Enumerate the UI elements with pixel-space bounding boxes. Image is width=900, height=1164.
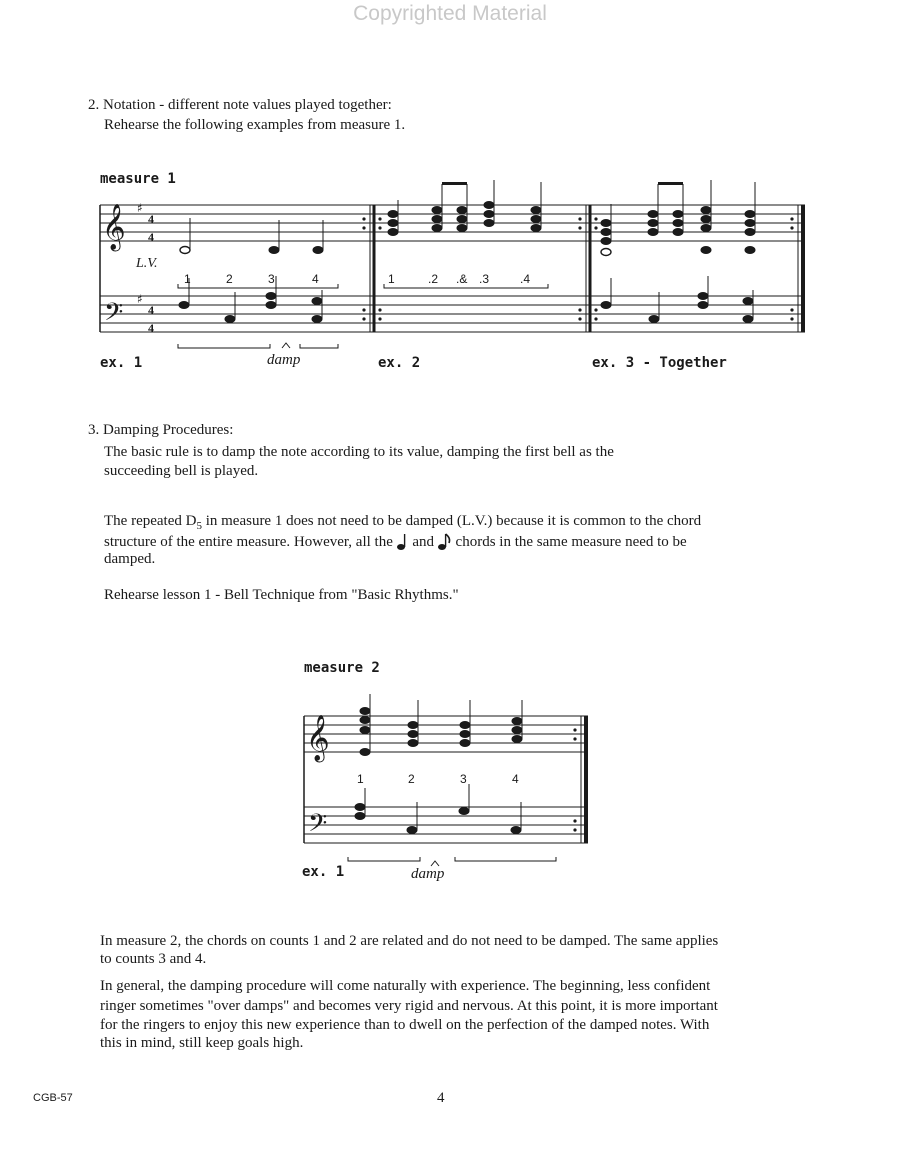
section-2-subtext: Rehearse the following examples from measure 1. xyxy=(104,117,406,133)
ex3-label: ex. 3 - Together xyxy=(592,355,727,371)
repeat-dot xyxy=(378,226,381,229)
quarter-note xyxy=(266,293,276,300)
quarter-note xyxy=(743,298,753,305)
figure-2-measure-label: measure 2 xyxy=(304,660,380,676)
time-signature: 4 xyxy=(148,303,154,317)
ex1-count: 1 xyxy=(184,272,191,286)
damp-caret xyxy=(431,861,439,866)
page-number: 4 xyxy=(437,1090,445,1106)
quarter-note xyxy=(459,808,469,815)
repeat-dot xyxy=(594,217,597,220)
chord-note xyxy=(388,229,398,236)
chord-note xyxy=(648,229,658,236)
para2-text: The repeated D xyxy=(104,513,197,529)
chord-note xyxy=(484,211,494,218)
chord-note xyxy=(460,731,470,738)
para2-subscript: 5 xyxy=(196,520,202,532)
repeat-dot xyxy=(378,317,381,320)
quarter-note xyxy=(745,247,755,254)
quarter-note xyxy=(511,827,521,834)
time-signature: 4 xyxy=(148,230,154,244)
repeat-dot xyxy=(362,308,365,311)
chord-note xyxy=(648,211,658,218)
chord-note xyxy=(512,718,522,725)
repeat-dot xyxy=(790,226,793,229)
chord-note xyxy=(601,220,611,227)
figure-2-count: 2 xyxy=(408,772,415,786)
ex2-label: ex. 2 xyxy=(378,355,421,371)
quarter-note xyxy=(649,316,659,323)
quarter-note xyxy=(312,316,322,323)
chord-note xyxy=(601,229,611,236)
chord-note xyxy=(360,749,370,756)
chord-note xyxy=(432,225,442,232)
chord-note xyxy=(745,211,755,218)
repeat-dot xyxy=(594,308,597,311)
para2-text: chords in the same measure need to be xyxy=(455,534,687,550)
ex1-count: 3 xyxy=(268,272,275,286)
chord-note xyxy=(512,736,522,743)
repeat-dot xyxy=(362,217,365,220)
time-signature: 4 xyxy=(148,321,154,335)
sharp-icon: ♯ xyxy=(137,201,143,215)
damp-bracket xyxy=(455,857,556,861)
chord-note xyxy=(484,220,494,227)
quarter-note xyxy=(225,316,235,323)
quarter-note xyxy=(355,813,365,820)
damp-caret xyxy=(282,343,290,348)
repeat-dot xyxy=(578,317,581,320)
section-3-heading: 3. Damping Procedures: xyxy=(88,422,234,438)
chord-note xyxy=(408,731,418,738)
treble-clef-icon: 𝄞 xyxy=(306,715,330,761)
chord-note xyxy=(457,225,467,232)
chord-note xyxy=(432,216,442,223)
ex1-label: ex. 1 xyxy=(100,355,143,371)
chord-note xyxy=(745,229,755,236)
quarter-note xyxy=(312,298,322,305)
chord-note xyxy=(531,225,541,232)
quarter-note xyxy=(698,302,708,309)
closing-p1-line: In measure 2, the chords on counts 1 and 2 are related and do not need to be damped. The same applies xyxy=(100,933,719,949)
chord-note xyxy=(673,211,683,218)
figure-2-count: 1 xyxy=(357,772,364,786)
repeat-dot xyxy=(362,317,365,320)
section-3-para2-line: damped. xyxy=(104,551,156,567)
chord-note xyxy=(388,211,398,218)
chord-note xyxy=(408,722,418,729)
figure-2-count: 3 xyxy=(460,772,467,786)
ex2-count: .3 xyxy=(479,272,490,286)
half-note xyxy=(601,249,611,256)
chord-note xyxy=(701,216,711,223)
repeat-dot xyxy=(362,226,365,229)
ex2-count: .2 xyxy=(428,272,439,286)
repeat-dot xyxy=(790,217,793,220)
quarter-note xyxy=(701,247,711,254)
repeat-dot xyxy=(790,308,793,311)
footer-code: CGB-57 xyxy=(33,1092,73,1104)
repeat-dot xyxy=(573,819,576,822)
para2-text: and xyxy=(412,534,435,550)
count-bracket xyxy=(384,284,548,288)
chord-note xyxy=(460,740,470,747)
figure-1-damp-label: damp xyxy=(267,352,301,368)
beam xyxy=(658,182,683,185)
chord-note xyxy=(531,207,541,214)
repeat-dot xyxy=(578,217,581,220)
chord-note xyxy=(673,229,683,236)
count-bracket xyxy=(178,284,338,288)
lv-label: L.V. xyxy=(136,256,158,271)
repeat-dot xyxy=(378,217,381,220)
chord-note xyxy=(648,220,658,227)
chord-note xyxy=(701,207,711,214)
section-2-heading: 2. Notation - different note values played together: xyxy=(88,97,392,113)
closing-p2-line: this in mind, still keep goals high. xyxy=(100,1035,304,1051)
quarter-note xyxy=(179,302,189,309)
chord-note xyxy=(457,216,467,223)
chord-note xyxy=(457,207,467,214)
repeat-dot xyxy=(573,728,576,731)
beam xyxy=(442,182,467,185)
quarter-note xyxy=(266,302,276,309)
para2-text: structure of the entire measure. However, all the xyxy=(104,534,393,550)
bass-clef-icon: 𝄢 xyxy=(308,809,328,844)
figure-2-ex-label: ex. 1 xyxy=(302,864,345,880)
ex1-count: 4 xyxy=(312,272,319,286)
chord-note xyxy=(360,727,370,734)
repeat-dot xyxy=(378,308,381,311)
ex2-count: .& xyxy=(456,272,468,286)
chord-note xyxy=(432,207,442,214)
time-signature: 4 xyxy=(148,212,154,226)
half-note xyxy=(180,247,190,254)
ex2-count: 1 xyxy=(388,272,395,286)
chord-note xyxy=(701,225,711,232)
quarter-note-icon xyxy=(397,533,409,551)
figure-2-damp-label: damp xyxy=(411,866,445,882)
chord-note xyxy=(745,220,755,227)
quarter-note xyxy=(698,293,708,300)
quarter-note xyxy=(355,804,365,811)
figure-1-score xyxy=(0,0,900,400)
damp-bracket xyxy=(348,857,420,861)
repeat-dot xyxy=(573,828,576,831)
repeat-dot xyxy=(573,737,576,740)
chord-note xyxy=(673,220,683,227)
ex2-count: .4 xyxy=(520,272,531,286)
watermark: Copyrighted Material xyxy=(353,2,547,25)
repeat-dot xyxy=(790,317,793,320)
closing-p2-line: In general, the damping procedure will come naturally with experience. The beginning, less confident xyxy=(100,978,711,994)
figure-2-score xyxy=(0,640,900,940)
repeat-dot xyxy=(578,308,581,311)
figure-1-measure-label: measure 1 xyxy=(100,171,176,187)
chord-note xyxy=(601,238,611,245)
chord-note xyxy=(484,202,494,209)
damp-bracket xyxy=(300,344,338,348)
figure-2-count: 4 xyxy=(512,772,519,786)
chord-note xyxy=(388,220,398,227)
damp-bracket xyxy=(178,344,270,348)
repeat-dot xyxy=(578,226,581,229)
quarter-note xyxy=(313,247,323,254)
sharp-icon: ♯ xyxy=(137,292,143,306)
chord-note xyxy=(360,717,370,724)
closing-p1-line: to counts 3 and 4. xyxy=(100,951,207,967)
section-3-rule-line: The basic rule is to damp the note according to its value, damping the first bell as the xyxy=(104,444,614,460)
section-3-rule-line: succeeding bell is played. xyxy=(104,463,259,479)
para2-text: in measure 1 does not need to be damped (L.V.) because it is common to the chord xyxy=(201,513,702,529)
chord-note xyxy=(531,216,541,223)
treble-clef-icon: 𝄞 xyxy=(102,204,126,250)
section-3-para2-line xyxy=(104,531,687,552)
closing-p2-line: for the ringers to enjoy this new experience than to dwell on the perfection of the damped notes. With xyxy=(100,1017,710,1033)
chord-note xyxy=(460,722,470,729)
chord-note xyxy=(408,740,418,747)
quarter-note xyxy=(407,827,417,834)
chord-note xyxy=(512,727,522,734)
quarter-note xyxy=(269,247,279,254)
closing-p2-line: ringer sometimes "over damps" and becomes very rigid and nervous. At this point, it is more important xyxy=(100,998,718,1014)
bass-clef-icon: 𝄢 xyxy=(104,298,124,333)
quarter-note xyxy=(743,316,753,323)
quarter-note xyxy=(601,302,611,309)
section-3-rehearse: Rehearse lesson 1 - Bell Technique from "Basic Rhythms." xyxy=(104,587,459,603)
ex1-count: 2 xyxy=(226,272,233,286)
repeat-dot xyxy=(594,317,597,320)
chord-note xyxy=(360,708,370,715)
repeat-dot xyxy=(594,226,597,229)
eighth-note-icon xyxy=(438,533,452,551)
